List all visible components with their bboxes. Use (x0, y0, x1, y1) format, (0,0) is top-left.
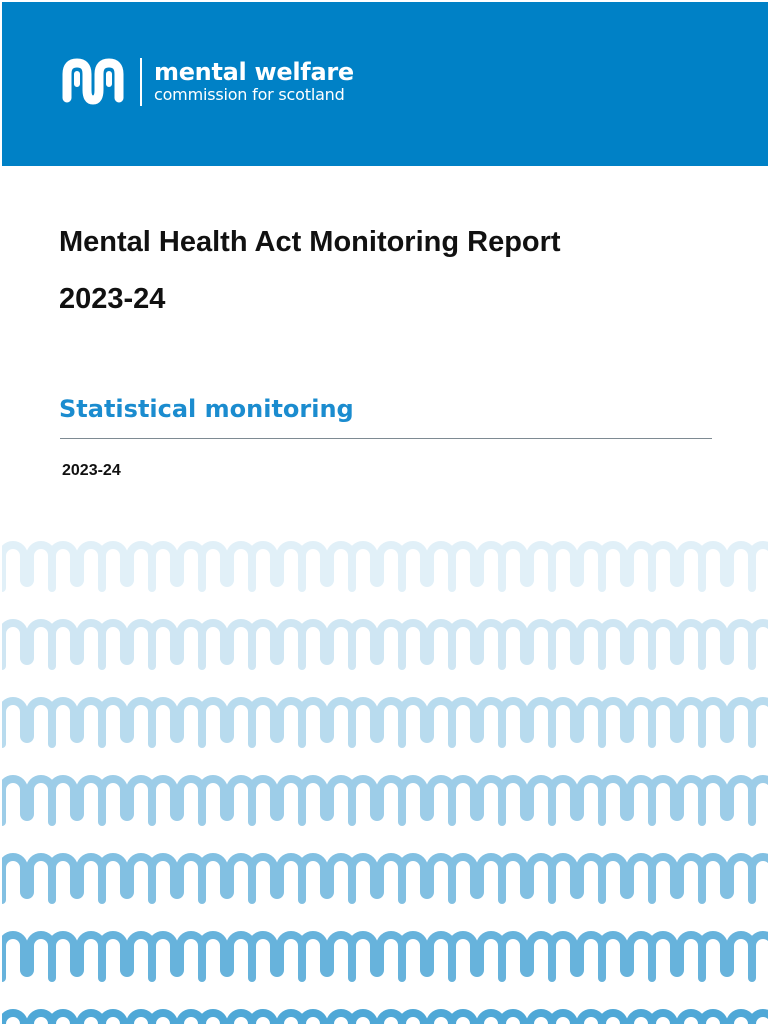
wave-pattern-row (2, 857, 768, 900)
wave-pattern-row (2, 779, 768, 822)
logo-name: mental welfare (154, 58, 354, 86)
wave-pattern (2, 533, 768, 1024)
report-subtitle: Statistical monitoring (59, 395, 354, 423)
wave-pattern-row (2, 935, 768, 978)
report-title-year: 2023-24 (59, 283, 166, 315)
wave-pattern-row (2, 623, 768, 666)
mwc-wave-icon (60, 54, 126, 110)
header-banner (2, 2, 768, 166)
organisation-logo[interactable] (60, 54, 354, 110)
logo-subtitle: commission for scotland (154, 85, 345, 104)
report-date: 2023-24 (62, 462, 121, 479)
divider-line (60, 438, 712, 439)
wave-pattern-row (2, 545, 768, 588)
wave-pattern-graphic (2, 533, 768, 1024)
logo-text (154, 59, 354, 105)
wave-pattern-row (2, 701, 768, 744)
wave-pattern-row (2, 1013, 768, 1024)
logo-divider (140, 58, 142, 106)
report-title: Mental Health Act Monitoring Report (59, 226, 561, 258)
